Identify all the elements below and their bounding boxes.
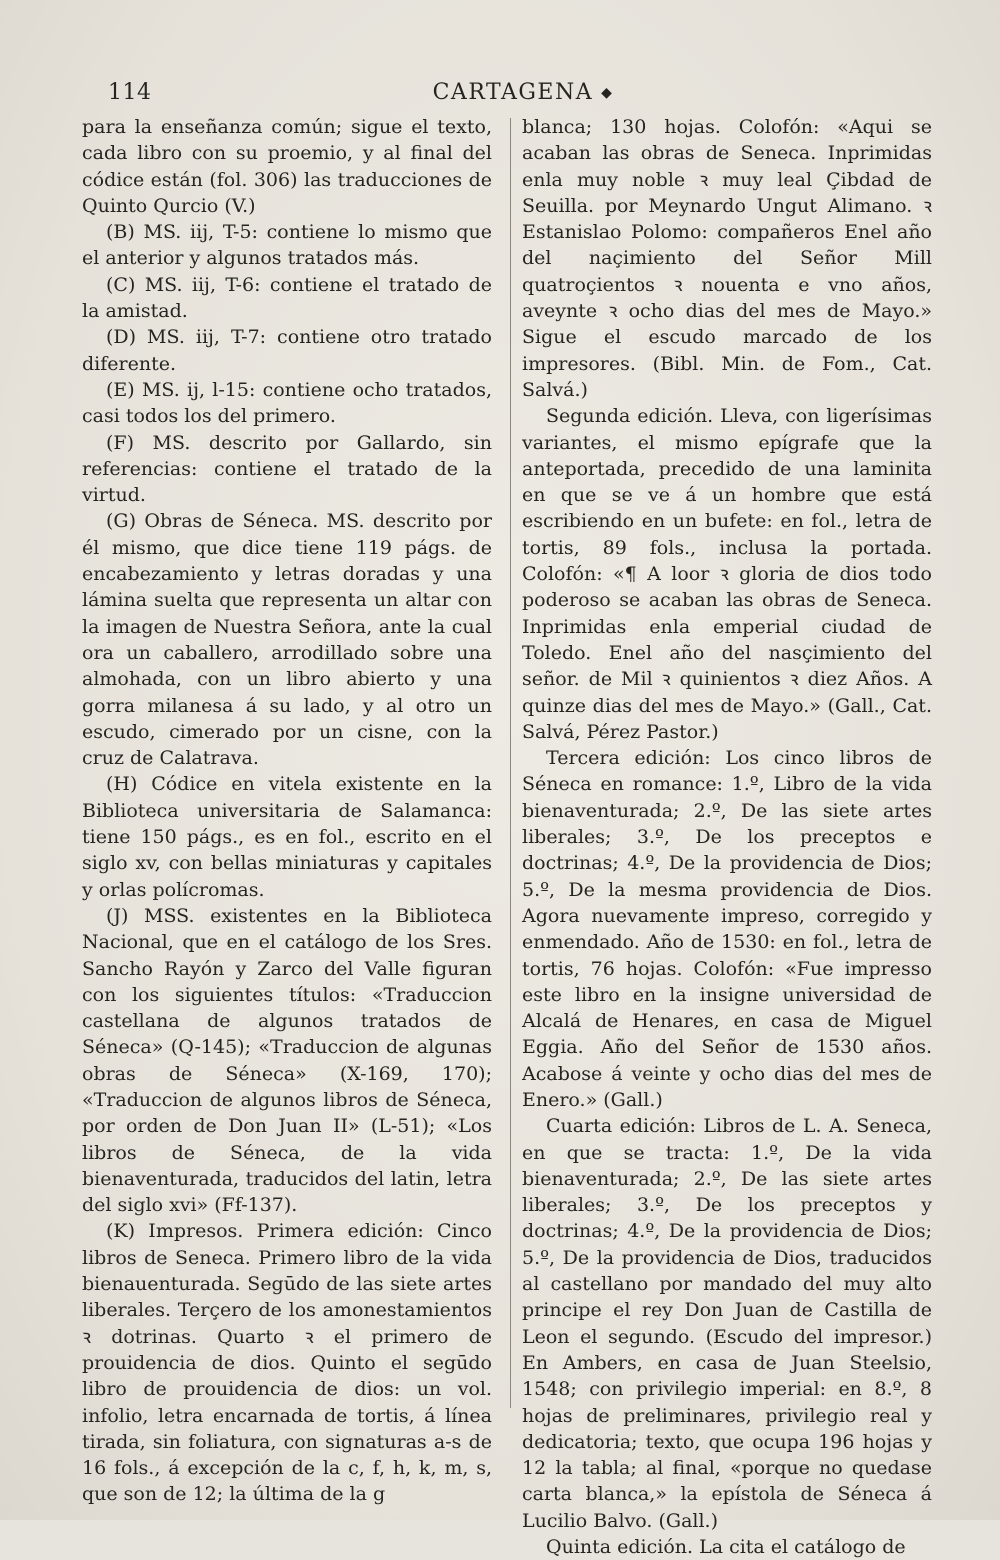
paragraph: blanca; 130 hojas. Colofón: «Aqui se acaban las obras de Seneca. Inprimidas enla muy noble ꝛ muy leal Çibdad de Seuilla. por Meynardo Ungut Alimano. ꝛ Estanislao Polomo: compañeros Enel año del naçimiento del Señor Mill quatroçientos ꝛ nouenta e vno años, aveynte ꝛ ocho dias del mes de Mayo.» Sigue el escudo marcado de los impresores. (Bibl. Min. de Fom., Cat. Salvá.) (522, 116, 932, 401)
paragraph: Quinta edición. La cita el catálogo de (546, 1536, 906, 1559)
paragraph: (C) MS. iij, T-6: contiene el tratado de la amistad. (82, 273, 492, 323)
ornament-icon: ◆ (601, 85, 614, 101)
paragraph: (D) MS. iij, T-7: contiene otro tratado diferente. (82, 326, 492, 375)
left-column (82, 114, 492, 1506)
column-divider (510, 118, 511, 1408)
paragraph: (G) Obras de Séneca. MS. descrito por él mismo, que dice tiene 119 págs. de encabezamiento y letras doradas y una lámina suelta que representa un altar con la imagen de Nuestra Señora, ante la cual ora un caballero, arrodillado sobre una almohada, con un libro abierto y una gorra milanesa á su lado, y al otro un escudo, cimerado por un cisne, con la cruz de Calatrava. (82, 510, 492, 770)
paragraph: Segunda edición. Lleva, con ligerísimas variantes, el mismo epígrafe que la anteportada, precedido de una laminita en que se ve á un hombre que está escribiendo en un bufete: en fol., letra de tortis, 89 fols., inclusa la portada. Colofón: «¶ A loor ꝛ gloria de dios todo poderoso se acaban las obras de Seneca. Inprimidas enla emperial ciudad de Toledo. Enel año del nasçimiento del señor. de Mil ꝛ quinientos ꝛ diez Años. A quinze dias del mes de Mayo.» (Gall., Cat. Salvá, Pérez Pastor.) (522, 405, 932, 743)
page-number: 114 (108, 80, 152, 105)
running-title: CARTAGENA (432, 80, 594, 105)
paragraph: (K) Impresos. Primera edición: Cinco libros de Seneca. Primero libro de la vida bienauenturada. Segūdo de las siete artes liberales. Terçero de los amonestamientos ꝛ dotrinas. Quarto ꝛ el primero de prouidencia de dios. Quinto el segūdo libro de prouidencia de dios: un vol. infolio, letra encarnada de tortis, á línea tirada, sin foliatura, con signaturas a-s de 16 fols., á excepción de la c, f, h, k, m, s, que son de 12; la última de la g (82, 1220, 492, 1506)
paragraph: (J) MSS. existentes en la Biblioteca Nacional, que en el catálogo de los Sres. Sancho Rayón y Zarco del Valle figuran con los siguientes títulos: «Traduccion castellana de algunos tratados de Séneca» (Q-145); «Traduccion de algunas obras de Séneca» (X-169, 170); «Traduccion de algunos libros de Séneca, por orden de Don Juan II» (L-51); «Los libros de Séneca, de la vida bienaventurada, traducidos del latin, letra del siglo xvi» (Ff-137). (82, 904, 492, 1217)
paragraph: para la enseñanza común; sigue el texto, cada libro con su proemio, y al final del códice están (fol. 306) las traducciones de Quinto Qurcio (V.) (82, 116, 492, 217)
paragraph: Tercera edición: Los cinco libros de Séneca en romance: 1.º, Libro de la vida bienaventurada; 2.º, De las siete artes liberales; 3.º, De los preceptos e doctrinas; 4.º, De la providencia de Dios; 5.º, De la mesma providencia de Dios. Agora nuevamente impreso, corregido y enmendado. Año de 1530: en fol., letra de tortis, 76 hojas. Colofón: «Fue impresso este libro en la insigne universidad de Alcalá de Henares, en casa de Miguel Eggia. Año del Señor de 1530 años. Acabose á veinte y ocho dias del mes de Enero.» (Gall.) (522, 747, 932, 1111)
paragraph: (F) MS. descrito por Gallardo, sin referencias: contiene el tratado de la virtud. (82, 431, 492, 507)
right-column (522, 114, 932, 1559)
running-head (108, 80, 938, 105)
paragraph: (E) MS. ij, l-15: contiene ocho tratados, casi todos los del primero. (82, 378, 492, 428)
paragraph: Cuarta edición: Libros de L. A. Seneca, en que se tracta: 1.º, De la vida bienaventurada; 2.º, De las siete artes liberales; 3.º, De los preceptos y doctrinas; 4.º, De la providencia de Dios; 5.º, De la providencia de Dios, traducidos al castellano por mandado del muy alto principe el rey Don Juan de Castilla de Leon el segundo. (Escudo del impresor.) En Ambers, en casa de Juan Steelsio, 1548; con privilegio imperial: en 8.º, 8 hojas de preliminares, privilegio real y dedicatoria; texto, que ocupa 196 hojas y 12 la tabla; al final, «porque no quedase carta blanca,» la epístola de Séneca á Lucilio Balvo. (Gall.) (522, 1115, 932, 1532)
page-header (108, 74, 938, 114)
paragraph: (B) MS. iij, T-5: contiene lo mismo que el anterior y algunos tratados más. (82, 221, 492, 270)
paragraph: (H) Códice en vitela existente en la Biblioteca universitaria de Salamanca: tiene 150 págs., es en fol., escrito en el siglo xv, con bellas miniaturas y capitales y orlas polícromas. (82, 773, 492, 901)
